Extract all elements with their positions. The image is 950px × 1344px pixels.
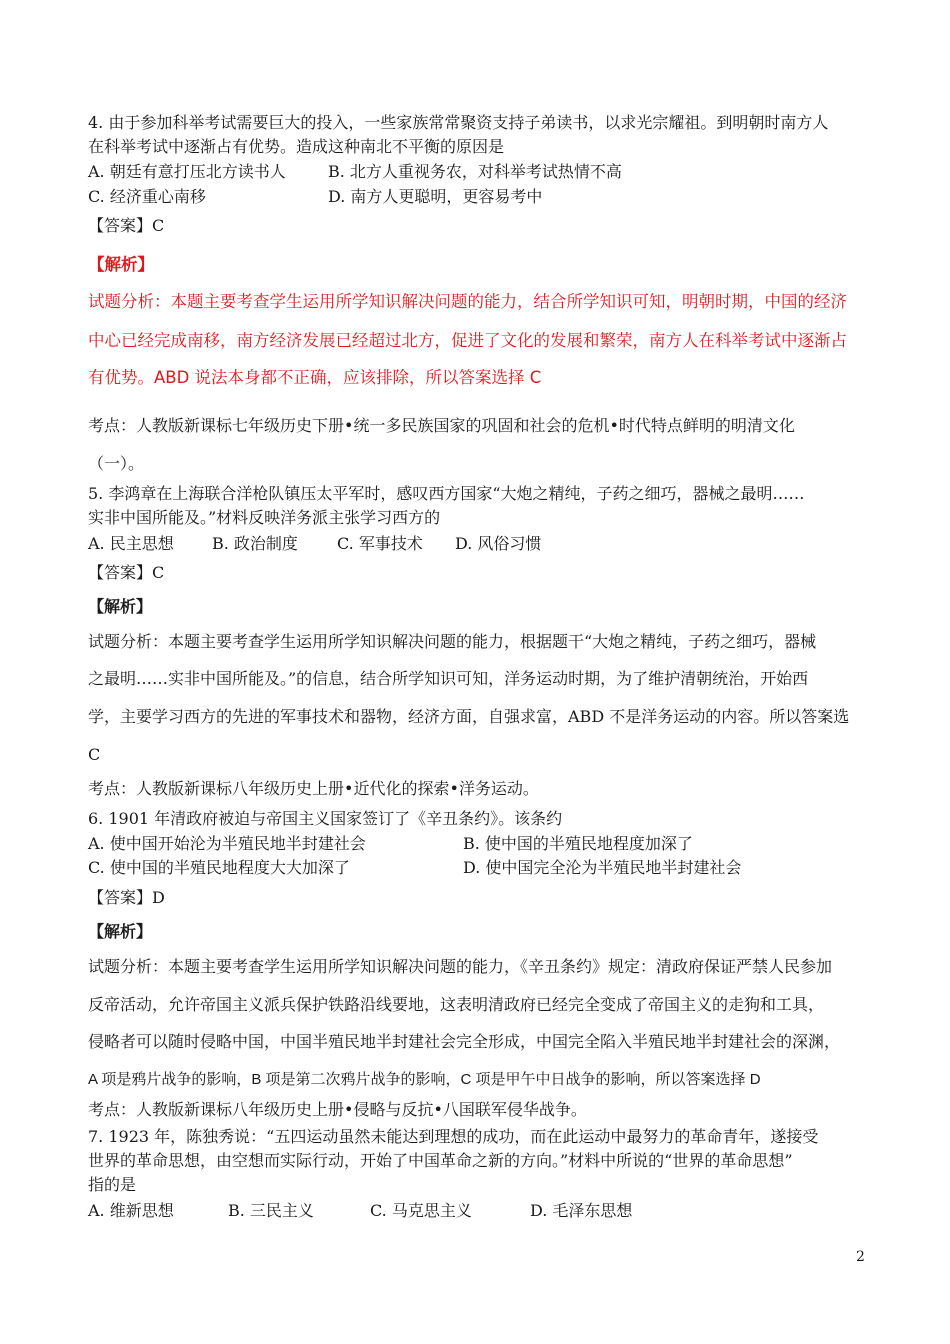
q4-analysis-line-1: 试题分析：本题主要考查学生运用所学知识解决问题的能力，结合所学知识可知，明朝时期，中国的经济: [88, 292, 847, 311]
q6-kaodian: 考点：人教版新课标八年级历史上册•侵略与反抗•八国联军侵华战争。: [88, 1100, 587, 1119]
q5-analysis-line-3: 学，主要学习西方的先进的军事技术和器物，经济方面，自强求富，ABD 不是洋务运动的内容。所以答案选: [88, 707, 850, 726]
q5-analysis-label: 【解析】: [88, 597, 153, 616]
q4-option-c: C. 经济重心南移: [88, 187, 206, 206]
q7-stem-line-3: 指的是: [88, 1175, 137, 1194]
q4-analysis-label: 【解析】: [88, 255, 154, 274]
q4-kaodian-line-2: （一）。: [88, 454, 145, 473]
q4-answer: 【答案】C: [88, 216, 165, 235]
q5-analysis-line-2: 之最明……实非中国所能及。”的信息，结合所学知识可知，洋务运动时期，为了维护清朝统治，开始西: [88, 669, 809, 688]
q4-option-d: D. 南方人更聪明，更容易考中: [328, 187, 543, 206]
q6-option-a: A. 使中国开始沦为半殖民地半封建社会: [88, 834, 366, 853]
page-number: 2: [856, 1249, 865, 1265]
q7-stem-line-1: 7. 1923 年，陈独秀说：“五四运动虽然未能达到理想的成功，而在此运动中最努力的革命青年，遂接受: [88, 1127, 819, 1146]
q6-analysis-line-3: 侵略者可以随时侵略中国，中国半殖民地半封建社会完全形成，中国完全陷入半殖民地半封建社会的深渊，: [88, 1032, 841, 1051]
q7-option-b: B. 三民主义: [228, 1201, 314, 1220]
q4-kaodian-line-1: 考点：人教版新课标七年级历史下册•统一多民族国家的巩固和社会的危机•时代特点鲜明的明清文化: [88, 416, 795, 435]
q5-option-b: B. 政治制度: [212, 534, 298, 553]
q5-stem-line-1: 5. 李鸿章在上海联合洋枪队镇压太平军时，感叹西方国家“大炮之精纯，子药之细巧，器械之最明……: [88, 484, 805, 503]
q6-analysis-line-1: 试题分析：本题主要考查学生运用所学知识解决问题的能力，《辛丑条约》规定：清政府保证严禁人民参加: [88, 957, 833, 976]
q7-stem-line-2: 世界的革命思想，由空想而实际行动，开始了中国革命之新的方向。”材料中所说的“世界的革命思想”: [88, 1151, 793, 1170]
q6-option-c: C. 使中国的半殖民地程度大大加深了: [88, 858, 350, 877]
q4-stem-line-2: 在科举考试中逐渐占有优势。造成这种南北不平衡的原因是: [88, 137, 505, 156]
q5-answer: 【答案】C: [88, 563, 165, 582]
q6-analysis-line-2: 反帝活动，允许帝国主义派兵保护铁路沿线要地，这表明清政府已经完全变成了帝国主义的走狗和工具，: [88, 995, 825, 1014]
q6-analysis-line-4: A 项是鸦片战争的影响，B 项是第二次鸦片战争的影响，C 项是甲午中日战争的影响，所以答案选择 D: [88, 1071, 761, 1088]
q6-option-b: B. 使中国的半殖民地程度加深了: [463, 834, 693, 853]
q4-stem-line-1: 4. 由于参加科举考试需要巨大的投入，一些家族常常聚资支持子弟读书，以求光宗耀祖。到明朝时南方人: [88, 113, 829, 132]
q4-analysis-line-3: 有优势。ABD 说法本身都不正确，应该排除，所以答案选择 C: [88, 368, 542, 387]
q6-analysis-label: 【解析】: [88, 922, 153, 941]
q5-kaodian: 考点：人教版新课标八年级历史上册•近代化的探索•洋务运动。: [88, 779, 539, 798]
q5-analysis-line-1: 试题分析：本题主要考查学生运用所学知识解决问题的能力，根据题干“大炮之精纯，子药之细巧，器械: [88, 632, 817, 651]
q5-stem-line-2: 实非中国所能及。”材料反映洋务派主张学习西方的: [88, 508, 441, 527]
q4-option-b: B. 北方人重视务农，对科举考试热情不高: [328, 162, 622, 181]
q5-analysis-line-4: C: [88, 745, 101, 764]
q5-option-a: A. 民主思想: [88, 534, 174, 553]
q7-option-d: D. 毛泽东思想: [530, 1201, 633, 1220]
q4-option-a: A. 朝廷有意打压北方读书人: [88, 162, 286, 181]
q5-option-c: C. 军事技术: [337, 534, 423, 553]
q7-option-a: A. 维新思想: [88, 1201, 174, 1220]
q4-analysis-line-2: 中心已经完成南移，南方经济发展已经超过北方，促进了文化的发展和繁荣，南方人在科举考试中逐渐占: [88, 331, 847, 350]
q7-option-c: C. 马克思主义: [370, 1201, 472, 1220]
q6-stem: 6. 1901 年清政府被迫与帝国主义国家签订了《辛丑条约》。该条约: [88, 809, 563, 828]
q6-option-d: D. 使中国完全沦为半殖民地半封建社会: [463, 858, 742, 877]
q6-answer: 【答案】D: [88, 888, 165, 907]
q5-option-d: D. 风俗习惯: [455, 534, 542, 553]
